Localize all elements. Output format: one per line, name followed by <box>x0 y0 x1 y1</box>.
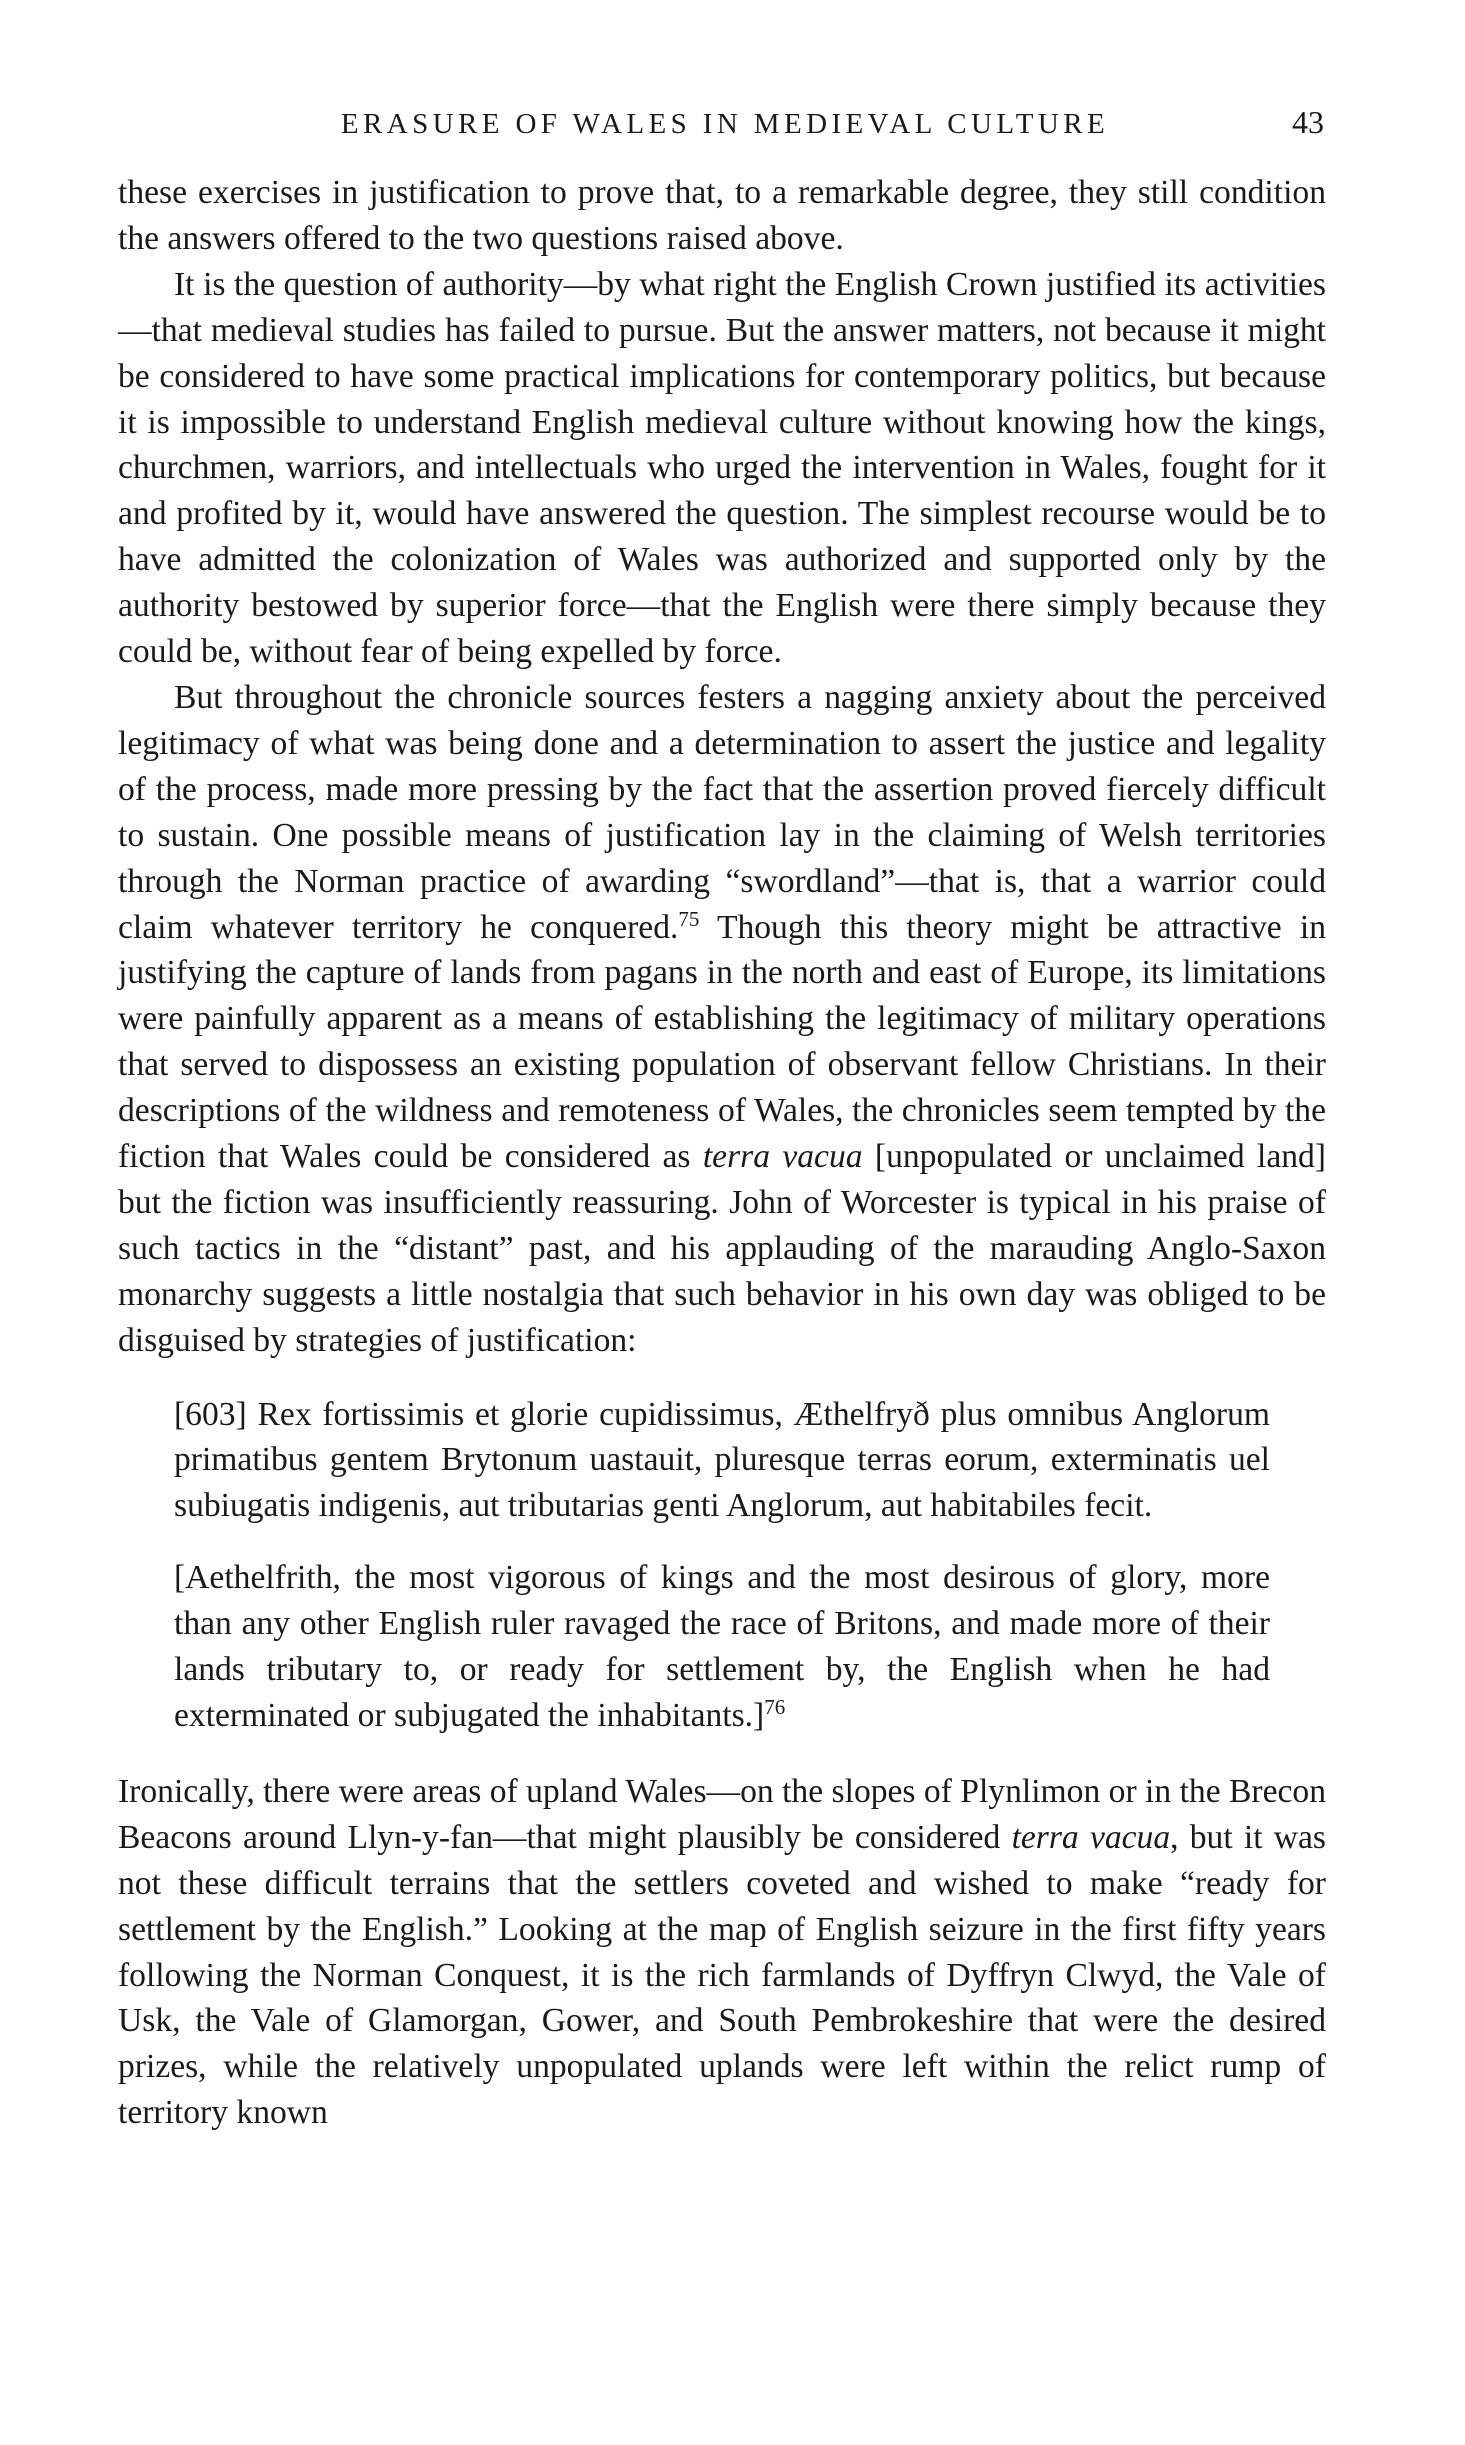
block-quote-latin: [603] Rex fortissimis et glorie cupidissimus, Æthelfryð plus omnibus Anglorum primatibus gentem Brytonum uastauit, pluresque terras eorum, exterminatis uel subiugatis indigenis, aut tributarias genti Anglorum, aut habitabiles fecit. <box>174 1395 1270 1525</box>
footnote-marker-75: 75 <box>678 906 700 931</box>
quote-translation: [Aethelfrith, the most vigorous of kings and the most desirous of glory, more than any other English ruler ravaged the race of Britons, and made more of their lands tributary to, or ready for settlement by, the English when he had exterminated or subjugated the inhabitants.] <box>174 1559 1270 1734</box>
paragraph-continued: these exercises in justification to prove that, to a remarkable degree, they still condition the answers offered to the two questions raised above. <box>118 174 1326 257</box>
paragraph-segment: But throughout the chronicle sources festers a nagging anxiety about the perceived legitimacy of what was being done and a determination to assert the justice and legality of the process, made more pressing by the fact that the assertion proved fiercely difficult to sustain. One possible means of justification lay in the claiming of Welsh territories through the Norman practice of awarding “swordland”—that is, that a warrior could claim whatever territory he conquered. <box>118 678 1326 946</box>
paragraph-segment: [unpopulated or unclaimed land] but the fiction was insufficiently reassuring. John of Worcester is typical in his praise of such tactics in the “distant” past, and his applauding of the marauding Anglo-Saxon monarchy suggests a little nostalgia that such behavior in his own day was obliged to be disguised by strategies of justification: <box>118 1138 1326 1359</box>
italic-term: terra vacua <box>702 1138 863 1176</box>
running-header <box>118 104 1326 170</box>
italic-term: terra vacua <box>1011 1818 1171 1856</box>
footnote-marker-76: 76 <box>764 1694 786 1719</box>
page-number: 43 <box>1292 104 1324 140</box>
book-page <box>118 104 1326 2136</box>
block-quote-english <box>174 1555 1270 1739</box>
paragraph-upland <box>118 1769 1326 2136</box>
body-text-continued <box>118 1769 1326 2136</box>
paragraph-authority: It is the question of authority—by what right the English Crown justified its activities—that medieval studies has failed to pursue. But the answer matters, not because it might be considered to have some practical implications for contemporary politics, but because it is impossible to understand English medieval culture without knowing how the kings, churchmen, warriors, and intellectuals who urged the intervention in Wales, fought for it and profited by it, would have answered the question. The simplest recourse would be to have admitted the colonization of Wales was authorized and supported only by the authority bestowed by superior force—that the English were there simply because they could be, without fear of being expelled by force. <box>118 265 1326 671</box>
paragraph-segment: Ironically, there were areas of upland Wales—on the slopes of Plynlimon or in the Brecon Beacons around Llyn-y-fan—that might plausibly be considered <box>118 1772 1326 1856</box>
running-title: ERASURE OF WALES IN MEDIEVAL CULTURE <box>340 108 1110 140</box>
paragraph-segment: , but it was not these difficult terrains that the settlers coveted and wished to make “ready for settlement by the English.” Looking at the map of English seizure in the first fifty years following the Norman Conquest, it is the rich farmlands of Dyffryn Clwyd, the Vale of Usk, the Vale of Glamorgan, Gower, and South Pembrokeshire that were the desired prizes, while the relatively unpopulated uplands were left within the relict rump of territory known <box>118 1818 1326 2132</box>
body-text <box>118 170 1326 1364</box>
paragraph-legitimacy <box>118 675 1326 1364</box>
paragraph-segment: Though this theory might be attractive in justifying the capture of lands from pagans in the north and east of Europe, its limitations were painfully apparent as a means of establishing the legitimacy of military operations that served to dispossess an existing population of observant fellow Christians. In their descriptions of the wildness and remoteness of Wales, the chronicles seem tempted by the fiction that Wales could be considered as <box>118 908 1326 1176</box>
